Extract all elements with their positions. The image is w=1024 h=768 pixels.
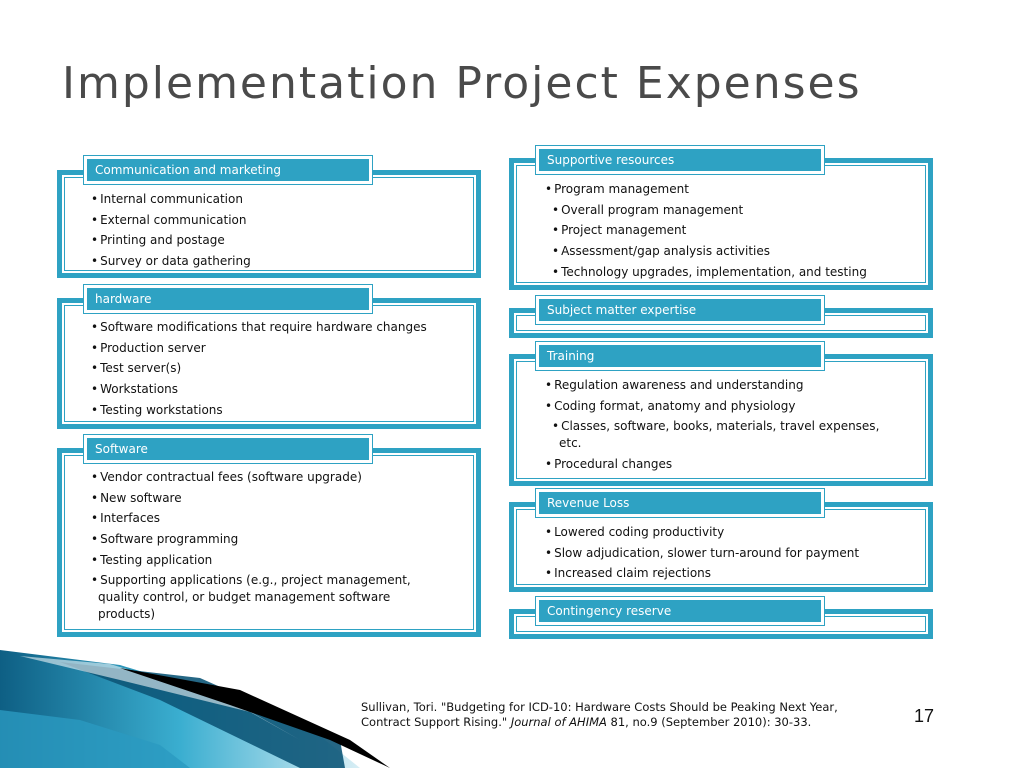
page-title: Implementation Project Expenses: [62, 58, 862, 109]
page-number: 17: [914, 706, 935, 726]
list-item: • Vendor contractual fees (software upgrade): [91, 469, 436, 486]
list-item: • New software: [91, 490, 436, 507]
list-item: • Software modifications that require hardware changes: [91, 319, 466, 336]
list-item: • Slow adjudication, slower turn-around for payment: [545, 545, 920, 562]
list-item: • Internal communication: [91, 191, 461, 208]
list-item: • Survey or data gathering: [91, 253, 461, 270]
list-item: • Regulation awareness and understanding: [545, 377, 895, 394]
header-revenue-loss: Revenue Loss: [536, 489, 824, 517]
list-item: • Technology upgrades, implementation, and testing: [552, 264, 920, 281]
list-item: • Interfaces: [91, 510, 436, 527]
list-item: • Software programming: [91, 531, 436, 548]
citation-journal: Journal of AHIMA: [510, 715, 607, 729]
list-item: • Program management: [545, 181, 920, 198]
list-supportive-resources: [545, 181, 920, 284]
list-item: • Testing application: [91, 552, 436, 569]
header-supportive-resources: Supportive resources: [536, 146, 824, 174]
header-communication-marketing: Communication and marketing: [84, 156, 372, 184]
list-item: • Classes, software, books, materials, travel expenses, etc.: [552, 418, 895, 452]
list-item: • Production server: [91, 340, 466, 357]
list-item: • Assessment/gap analysis activities: [552, 243, 920, 260]
list-item: • Test server(s): [91, 360, 466, 377]
list-item: • Coding format, anatomy and physiology: [545, 398, 895, 415]
list-item: • Procedural changes: [545, 456, 895, 473]
list-hardware: [91, 319, 466, 422]
header-subject-matter-expertise: Subject matter expertise: [536, 296, 824, 324]
header-software: Software: [84, 435, 372, 463]
header-contingency-reserve: Contingency reserve: [536, 597, 824, 625]
list-training: [545, 377, 895, 477]
list-item: • Project management: [552, 222, 920, 239]
header-training: Training: [536, 342, 824, 370]
list-item: • Printing and postage: [91, 232, 461, 249]
list-item: • Testing workstations: [91, 402, 466, 419]
list-item: • Lowered coding productivity: [545, 524, 920, 541]
list-item: • Increased claim rejections: [545, 565, 920, 582]
list-communication-marketing: [91, 191, 461, 274]
list-item: • Overall program management: [552, 202, 920, 219]
header-hardware: hardware: [84, 285, 372, 313]
list-item: • Supporting applications (e.g., project management, quality control, or budget management software products): [91, 572, 436, 623]
citation: [361, 700, 881, 730]
citation-text: Sullivan, Tori. "Budgeting for ICD-10: Hardware Costs Should be Peaking Next Year, Contract Support Rising.": [361, 700, 838, 729]
list-software: [91, 469, 436, 627]
list-item: • Workstations: [91, 381, 466, 398]
list-item: • External communication: [91, 212, 461, 229]
citation-details: 81, no.9 (September 2010): 30-33.: [606, 715, 812, 729]
list-revenue-loss: [545, 524, 920, 586]
